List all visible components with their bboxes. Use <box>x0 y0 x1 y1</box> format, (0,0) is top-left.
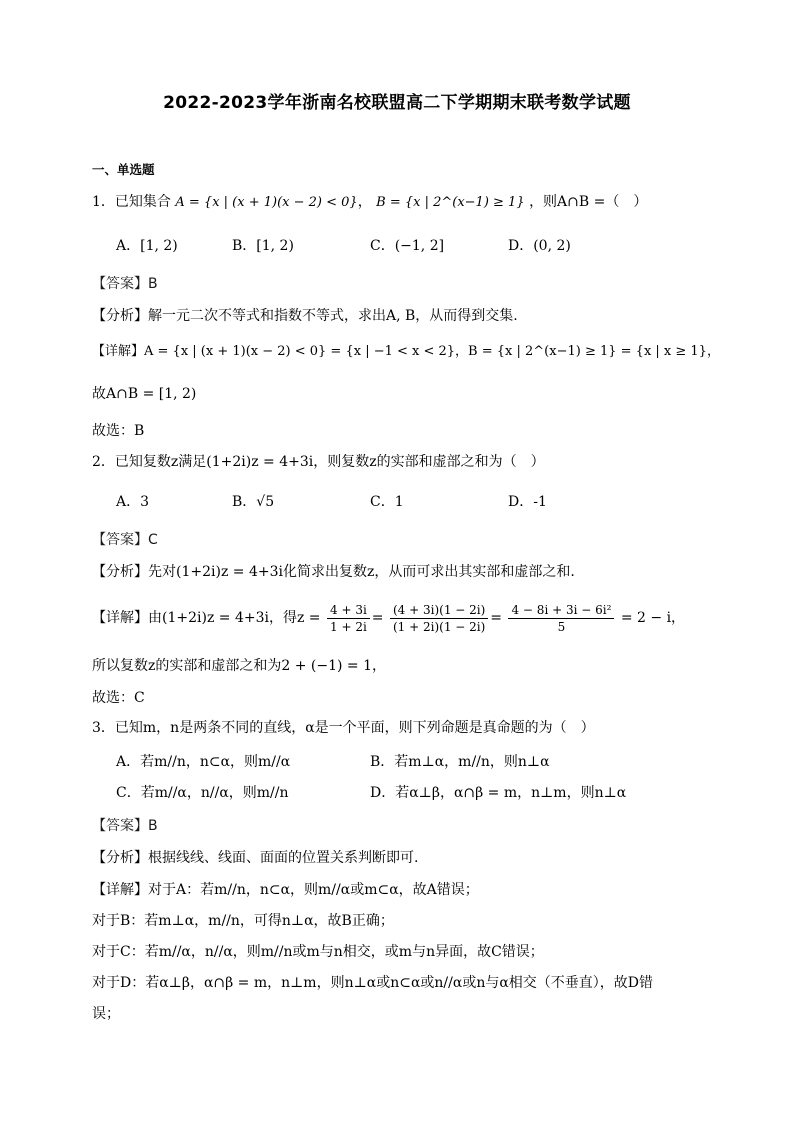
q2-fraction-1-num: 4 + 3i <box>327 602 370 619</box>
q3-option-c: C．若m//α，n//α，则m//n <box>116 785 289 801</box>
q3-detail-5: 误； <box>92 1006 120 1022</box>
q2-fraction-1-den: 1 + 2i <box>330 619 367 634</box>
q2-answer: 【答案】C <box>92 532 158 548</box>
q3-detail-1: 【详解】对于A：若m//n，n⊂α，则m//α或m⊂α，故A错误； <box>92 882 479 898</box>
q2-option-b: B．√5 <box>232 494 275 510</box>
q1-set-a: A = {x | (x + 1)(x − 2) < 0} <box>175 195 358 210</box>
q2-option-a: A．3 <box>116 494 150 510</box>
q3-option-a: A．若m//n，n⊂α，则m//α <box>116 754 291 770</box>
q2-fraction-3-den: 5 <box>557 619 566 634</box>
q1-detail-2: 故A∩B = [1, 2) <box>92 386 197 402</box>
q2-analysis: 【分析】先对(1+2i)z = 4+3i化简求出复数z，从而可求出其实部和虚部之和. <box>92 564 575 580</box>
q2-fraction-2-num: (4 + 3i)(1 − 2i) <box>390 602 488 619</box>
page-title: 2022-2023学年浙南名校联盟高二下学期期末联考数学试题 <box>163 93 631 113</box>
q2-option-c: C．1 <box>370 494 404 510</box>
q2-detail-1: 【详解】由(1+2i)z = 4+3i，得z = $\frac{4 + 3i}{1 + 2i}$ = $\frac{(4 + 3i)(1 - 2i)}{(1 + 2i)(1 - 2i)}$ = $\frac{\text{4 − 8i + 3i − 6i²}}{5}$ = 2 − i， <box>92 602 686 634</box>
section-heading: 一、单选题 <box>92 162 155 177</box>
q2-fraction-2 <box>390 602 488 635</box>
q1-ask: ，则A∩B =（ ） <box>529 194 648 210</box>
q3-detail-2: 对于B：若m⊥α，m//n，可得n⊥α，故B正确； <box>92 913 394 929</box>
q1-option-d: D．(0, 2) <box>508 238 571 254</box>
question-1-stem: 1．已知集合 A = {x | (x + 1)(x − 2) < 0}， B = {x | 2^(x−1) ≥ 1} ，则A∩B =（ ） <box>92 194 648 210</box>
q3-detail-3: 对于C：若m//α，n//α，则m//n或m与n相交，或m与n异面，故C错误； <box>92 944 544 960</box>
question-3-stem: 3．已知m，n是两条不同的直线，α是一个平面，则下列命题是真命题的为（ ） <box>92 720 595 736</box>
q2-option-d: D．-1 <box>508 494 547 510</box>
q1-stem-text: 1．已知集合 <box>92 194 171 210</box>
q1-option-a: A．[1, 2) <box>116 238 178 254</box>
q1-set-b: B = {x | 2^(x−1) ≥ 1} <box>376 195 525 210</box>
q3-option-b: B．若m⊥α，m//n，则n⊥α <box>370 754 550 770</box>
q2-choose: 故选：C <box>92 690 145 706</box>
q1-analysis: 【分析】解一元二次不等式和指数不等式，求出A, B，从而得到交集. <box>92 308 518 324</box>
q2-fraction-3 <box>508 602 614 635</box>
q3-option-d: D．若α⊥β，α∩β = m，n⊥m，则n⊥α <box>370 785 627 801</box>
q2-detail-prefix: 【详解】由(1+2i)z = 4+3i，得z = <box>92 610 321 626</box>
q2-fraction-2-den: (1 + 2i)(1 − 2i) <box>392 619 486 634</box>
q1-option-b: B．[1, 2) <box>232 238 294 254</box>
q3-detail-4: 对于D：若α⊥β，α∩β = m，n⊥m，则n⊥α或n⊂α或n//α或n与α相交（不垂直），故D错 <box>92 975 654 991</box>
q2-fraction-1 <box>327 602 370 635</box>
q2-detail-2: 所以复数z的实部和虚部之和为2 + (−1) = 1， <box>92 658 387 674</box>
q2-fraction-3-num: 4 − 8i + 3i − 6i² <box>508 602 614 619</box>
q1-option-c: C．(−1, 2] <box>370 238 445 254</box>
q3-analysis: 【分析】根据线线、线面、面面的位置关系判断即可. <box>92 850 419 866</box>
question-2-stem: 2．已知复数z满足(1+2i)z = 4+3i，则复数z的实部和虚部之和为（ ） <box>92 454 545 470</box>
q1-detail-1: 【详解】A = {x | (x + 1)(x − 2) < 0} = {x | −1 < x < 2}，B = {x | 2^(x−1) ≥ 1} = {x | x ≥ 1}， <box>92 344 720 359</box>
q1-answer: 【答案】B <box>92 276 158 292</box>
q3-answer: 【答案】B <box>92 818 158 834</box>
q1-choose: 故选：B <box>92 423 145 439</box>
q2-detail-suffix: = 2 − i， <box>620 610 686 626</box>
